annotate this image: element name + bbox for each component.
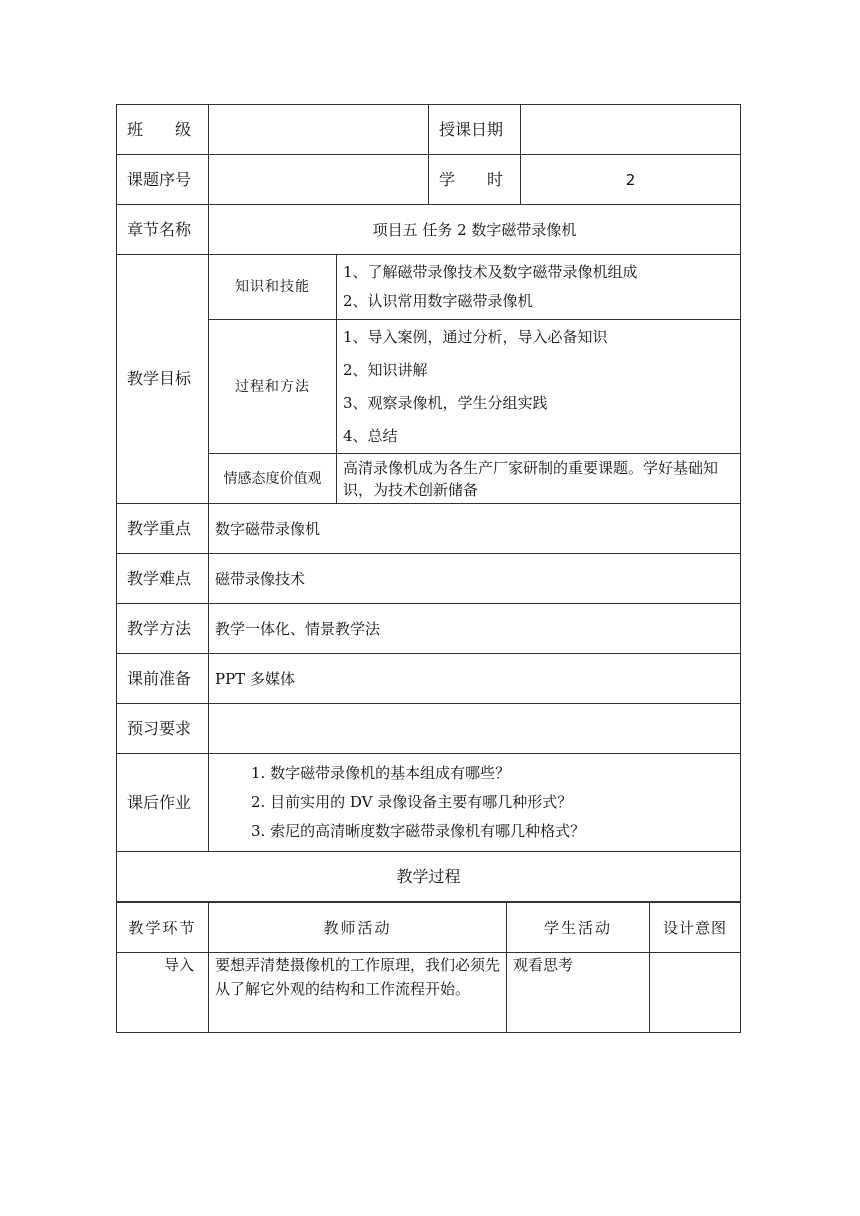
process-title: 教学过程 [117, 852, 741, 902]
student-cell: 观看思考 [507, 953, 650, 1033]
process-table [116, 902, 741, 1033]
header-intent: 设计意图 [650, 903, 741, 953]
hours-value: 2 [521, 155, 741, 205]
teacher-cell: 要想弄清楚摄像机的工作原理，我们必须先从了解它外观的结构和工作流程开始。 [209, 953, 507, 1033]
header-student: 学生活动 [507, 903, 650, 953]
knowledge-item: 2、认识常用数字磁带录像机 [343, 292, 533, 310]
date-label: 授课日期 [429, 105, 521, 155]
class-value [209, 105, 429, 155]
knowledge-label: 知识和技能 [209, 255, 337, 320]
class-label: 班 级 [117, 105, 209, 155]
hours-label: 学 时 [429, 155, 521, 205]
topic-no-label: 课题序号 [117, 155, 209, 205]
process-item: 4、总结 [343, 426, 398, 445]
preview-value [209, 704, 741, 754]
lesson-info-table [116, 104, 741, 902]
preview-label: 预习要求 [117, 704, 209, 754]
objectives-label: 教学目标 [117, 255, 209, 504]
table-row [117, 953, 741, 1033]
intent-cell [650, 953, 741, 1033]
header-stage: 教学环节 [117, 903, 209, 953]
homework-label: 课后作业 [117, 754, 209, 852]
process-item: 3、观察录像机，学生分组实践 [343, 393, 548, 412]
process-item: 2、知识讲解 [343, 360, 428, 379]
knowledge-item: 1、了解磁带录像技术及数字磁带录像机组成 [343, 263, 638, 281]
date-value [521, 105, 741, 155]
emotion-label: 情感态度价值观 [209, 454, 337, 504]
homework-item: 1. 数字磁带录像机的基本组成有哪些？ [251, 764, 511, 782]
homework-item: 2. 目前实用的 DV 录像设备主要有哪几种形式？ [251, 793, 573, 811]
prep-value: PPT 多媒体 [209, 654, 741, 704]
prep-label: 课前准备 [117, 654, 209, 704]
process-label: 过程和方法 [209, 320, 337, 454]
chapter-value: 项目五 任务 2 数字磁带录像机 [209, 205, 741, 255]
method-value: 教学一体化、情景教学法 [209, 604, 741, 654]
key-value: 数字磁带录像机 [209, 504, 741, 554]
process-list [337, 320, 741, 454]
difficulty-label: 教学难点 [117, 554, 209, 604]
chapter-label: 章节名称 [117, 205, 209, 255]
key-label: 教学重点 [117, 504, 209, 554]
homework-list [209, 754, 741, 852]
stage-cell: 导入 [117, 953, 209, 1033]
emotion-value: 高清录像机成为各生产厂家研制的重要课题。学好基础知识，为技术创新储备 [337, 454, 741, 504]
knowledge-list [337, 255, 741, 320]
homework-item: 3. 索尼的高清晰度数字磁带录像机有哪几种格式？ [251, 822, 586, 840]
topic-no-value [209, 155, 429, 205]
process-item: 1、导入案例，通过分析，导入必备知识 [343, 327, 608, 346]
header-teacher: 教师活动 [209, 903, 507, 953]
method-label: 教学方法 [117, 604, 209, 654]
difficulty-value: 磁带录像技术 [209, 554, 741, 604]
